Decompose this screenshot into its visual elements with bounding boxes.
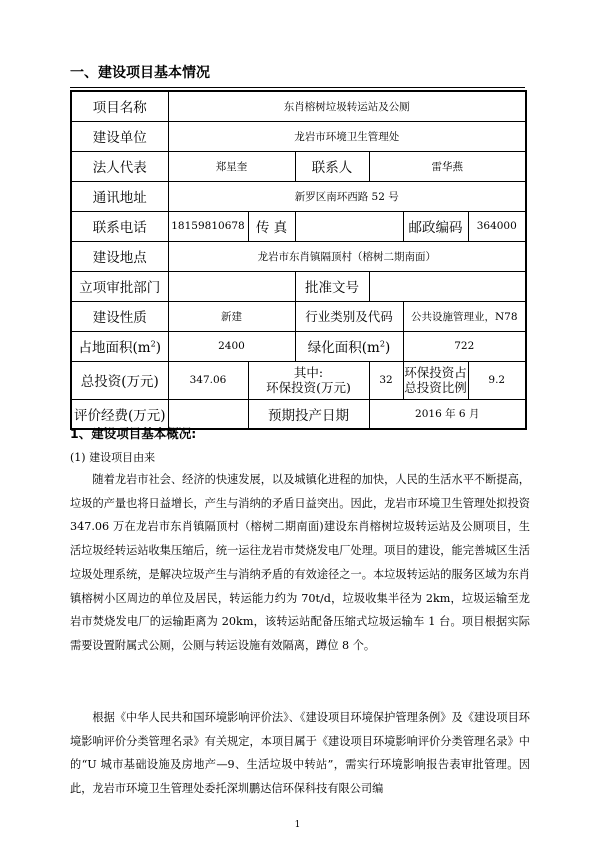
fax-label: 传 真 <box>248 211 295 241</box>
green-label-text: 绿化面积(m <box>307 340 380 356</box>
approval-no-value <box>369 271 526 301</box>
green-label-sup: 2 <box>379 339 385 349</box>
area-label-sup: 2 <box>150 339 156 349</box>
heading-rule <box>70 87 525 88</box>
site-label: 建设地点 <box>71 241 168 271</box>
invest-label: 总投资(万元) <box>71 361 168 399</box>
env-invest-label-line1: 其中: <box>293 365 324 380</box>
project-name-value: 东肖榕树垃圾转运站及公厕 <box>168 91 526 121</box>
area-label-close: ) <box>155 340 161 356</box>
table-row <box>71 151 526 181</box>
table-row <box>71 241 526 271</box>
env-ratio-label-line2: 总投资比例 <box>404 380 467 395</box>
phone-label: 联系电话 <box>71 211 168 241</box>
builder-label: 建设单位 <box>71 121 168 151</box>
industry-value: 公共设施管理业，N78 <box>403 301 526 331</box>
approval-no-label: 批准文号 <box>295 271 369 301</box>
paragraph-legal-basis: 根据《中华人民共和国环境影响评价法》、《建设项目环境保护管理条例》及《建设项目环境影响评价分类管理名录》有关规定，本项目属于《建设项目环境影响评价分类管理名录》中的“U 城市基础设施及房地产—9、生活垃圾中转站”，需实行环境影响报告表审批管理。因此，龙岩市环境卫生管理处委托深圳鹏达信环保科技有限公司编 <box>70 711 530 796</box>
table-row <box>71 181 526 211</box>
approval-dept-label: 立项审批部门 <box>71 271 168 301</box>
fax-value <box>295 211 403 241</box>
table-row <box>71 301 526 331</box>
table-row <box>71 211 526 241</box>
area-label-text: 占地面积(m <box>78 340 151 356</box>
site-value: 龙岩市东肖镇隔顶村（榕树二期南面） <box>168 241 526 271</box>
postcode-value: 364000 <box>468 211 526 241</box>
contact-value: 雷华燕 <box>369 151 526 181</box>
nature-value: 新建 <box>168 301 295 331</box>
eval-fee-label: 评价经费(万元) <box>71 399 168 429</box>
industry-label: 行业类别及代码 <box>295 301 403 331</box>
address-label: 通讯地址 <box>71 181 168 211</box>
project-info-table <box>70 90 527 430</box>
legal-rep-value: 郑星奎 <box>168 151 295 181</box>
builder-value: 龙岩市环境卫生管理处 <box>168 121 526 151</box>
green-label-close: ) <box>384 340 391 356</box>
start-date-label: 预期投产日期 <box>248 399 369 429</box>
legal-rep-label: 法人代表 <box>71 151 168 181</box>
area-label <box>71 331 168 361</box>
start-date-value: 2016 年 6 月 <box>369 399 526 429</box>
invest-value: 347.06 <box>168 361 248 399</box>
table-row <box>71 121 526 151</box>
project-name-label: 项目名称 <box>71 91 168 121</box>
page-number: 1 <box>294 820 301 830</box>
origin-subtitle: (1) 建设项目由来 <box>70 451 156 464</box>
env-invest-label <box>248 361 369 399</box>
paragraph-origin: 随着龙岩市社会、经济的快速发展，以及城镇化进程的加快，人民的生活水平不断提高，垃圾的产量也将日益增长，产生与消纳的矛盾日益突出。因此，龙岩市环境卫生管理处拟投资 347.06 万在龙岩市东肖镇隔顶村（榕树二期南面)建设东肖榕树垃圾转运站及公厕项目，生活垃圾经转运站收集压缩后，统一运往龙岩市焚烧发电厂处理。项目的建设，能完善城区生活垃圾处理系统，是解决垃圾产生与消纳矛盾的有效途径之一。本垃圾转运站的服务区域为东肖镇榕树小区周边的单位及居民，转运能力约为 70t/d，垃圾收集半径为 2km，垃圾运输至龙岩市焚烧发电厂的运输距离为 20km，该转运站配备压缩式垃圾运输车 1 台。项目根据实际需要设置附属式公厕，公厕与转运设施有效隔离，蹲位 8 个。 <box>70 473 530 652</box>
table-row <box>71 91 526 121</box>
postcode-label: 邮政编码 <box>403 211 468 241</box>
green-label <box>295 331 403 361</box>
phone-value: 18159810678 <box>168 211 248 241</box>
contact-label: 联系人 <box>295 151 369 181</box>
table-row <box>71 331 526 361</box>
overview-title: 1、建设项目基本概况: <box>70 426 197 441</box>
approval-dept-value <box>168 271 295 301</box>
table-row <box>71 271 526 301</box>
nature-label: 建设性质 <box>71 301 168 331</box>
address-value: 新罗区南环西路 52 号 <box>168 181 526 211</box>
env-ratio-value: 9.2 <box>468 361 526 399</box>
area-value: 2400 <box>168 331 295 361</box>
env-ratio-label-line1: 环保投资占 <box>404 365 467 380</box>
env-invest-value: 32 <box>369 361 403 399</box>
table-row <box>71 361 526 399</box>
section-heading: 一、建设项目基本情况 <box>70 65 210 81</box>
green-value: 722 <box>403 331 526 361</box>
env-invest-label-line2: 环保投资(万元) <box>266 380 351 395</box>
env-ratio-label <box>403 361 468 399</box>
